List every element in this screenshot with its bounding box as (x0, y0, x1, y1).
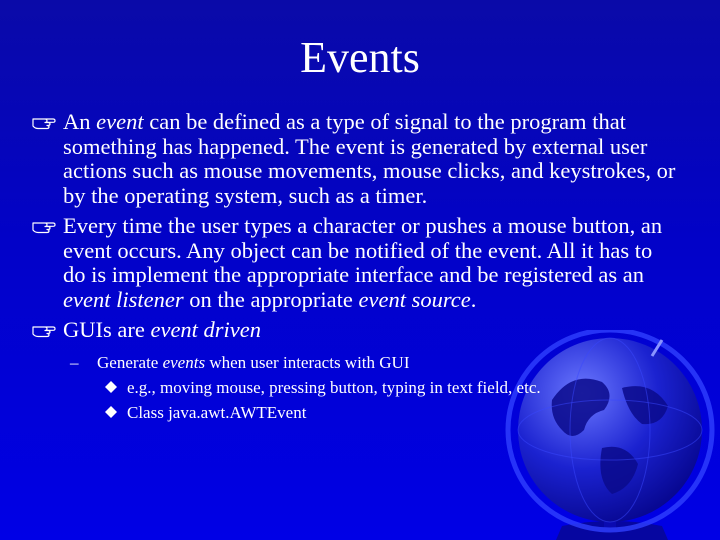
sub-sub-bullet-text: e.g., moving mouse, pressing button, typing in text field, etc. (127, 377, 541, 397)
bullet-item (30, 214, 680, 312)
bullet-text: An (63, 109, 97, 134)
pointing-hand-icon (32, 218, 56, 234)
diamond-icon (105, 381, 117, 393)
sub-bullet-text: Generate (97, 352, 163, 372)
bullet-list (30, 110, 680, 423)
bullet-text: Every time the user types a character or pushes a mouse button, an event occurs. Any object can be notified of the event. All it has to do is implement the appropriate interface and be registered as an (63, 213, 663, 287)
emphasis-text: event listener (63, 286, 184, 312)
bullet-text: on the appropriate (183, 286, 359, 312)
bullet-item (30, 110, 680, 208)
emphasis-text: event source (358, 286, 471, 312)
pointing-hand-icon (32, 322, 56, 338)
bullet-item (30, 318, 680, 343)
bullet-text: can be defined as a type of signal to the program that something has happened. The event is generated by external user actions such as mouse movements, mouse clicks, and keystrokes, or by the operating system, such as a timer. (63, 109, 676, 208)
sub-sub-bullet-item (105, 377, 680, 398)
sub-bullet-item (70, 352, 680, 373)
sub-sub-bullet-text: Class java.awt.AWTEvent (127, 402, 307, 422)
slide-title: Events (300, 33, 420, 82)
bullet-text: . (470, 286, 477, 312)
diamond-icon (105, 406, 117, 418)
sub-sub-bullet-item (105, 402, 680, 423)
bullet-text: GUIs are (63, 317, 151, 342)
emphasis-text: events (162, 352, 206, 372)
sub-bullet-text: when user interacts with GUI (205, 352, 410, 372)
emphasis-text: event (96, 109, 144, 134)
dash-marker: – (70, 352, 79, 372)
pointing-hand-icon (32, 114, 56, 130)
emphasis-text: event driven (150, 317, 262, 342)
